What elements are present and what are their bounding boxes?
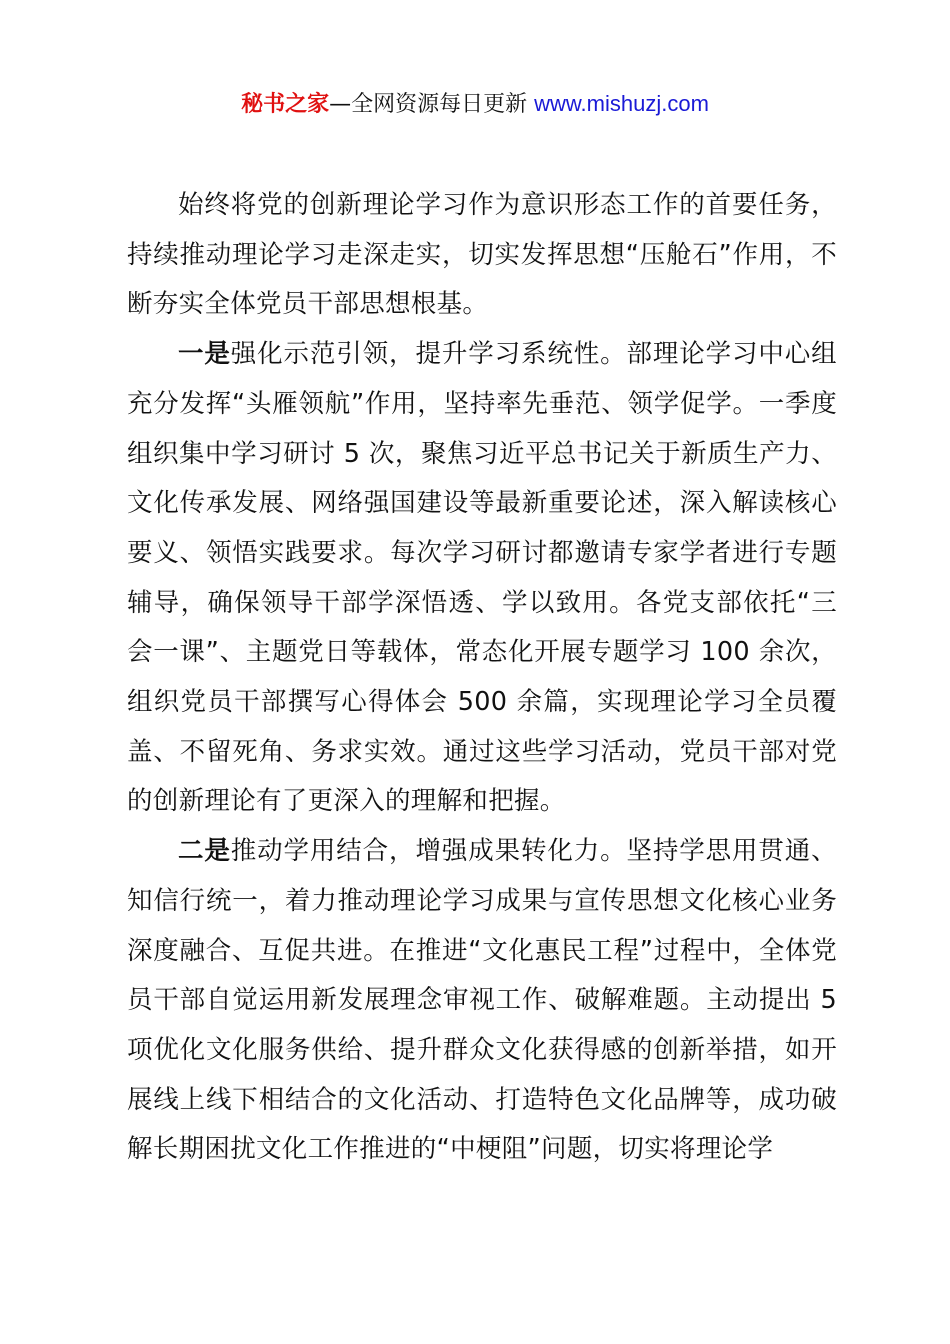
paragraph-point-two: [127, 827, 837, 1175]
paragraph-text: 始终将党的创新理论学习作为意识形态工作的首要任务，持续推动理论学习走深走实，切实发挥思想“压舱石”作用，不断夯实全体党员干部思想根基。: [127, 190, 837, 320]
brand-name: 秘书之家: [241, 92, 330, 117]
paragraph-lead: 二是: [178, 836, 231, 867]
paragraph-intro: [127, 181, 837, 330]
paragraph-text: 推动学用结合，增强成果转化力。坚持学思用贯通、知信行统一，着力推动理论学习成果与宣传思想文化核心业务深度融合、互促共进。在推进“文化惠民工程”过程中，全体党员干部自觉运用新发展理念审视工作、破解难题。主动提出 5 项优化文化服务供给、提升群众文化获得感的创新举措，如开展线上线下相结合的文化活动、打造特色文化品牌等，成功破解长期困扰文化工作推进的“中梗阻”问题，切实将理论学: [127, 836, 837, 1165]
paragraph-text: 强化示范引领，提升学习系统性。部理论学习中心组充分发挥“头雁领航”作用，坚持率先垂范、领学促学。一季度组织集中学习研讨 5 次，聚焦习近平总书记关于新质生产力、文化传承发展、网络强国建设等最新重要论述，深入解读核心要义、领悟实践要求。每次学习研讨都邀请专家学者进行专题辅导，确保领导干部学深悟透、学以致用。各党支部依托“三会一课”、主题党日等载体，常态化开展专题学习 100 余次，组织党员干部撰写心得体会 500 余篇，实现理论学习全员覆盖、不留死角、务求实效。通过这些学习活动，党员干部对党的创新理论有了更深入的理解和把握。: [127, 339, 837, 817]
site-header: [0, 88, 950, 121]
document-body: [127, 181, 837, 1175]
paragraph-lead: 一是: [178, 339, 231, 370]
site-url-link[interactable]: www.mishuzj.com: [534, 91, 709, 116]
paragraph-point-one: [127, 330, 837, 827]
header-tagline: —全网资源每日更新: [329, 92, 535, 117]
